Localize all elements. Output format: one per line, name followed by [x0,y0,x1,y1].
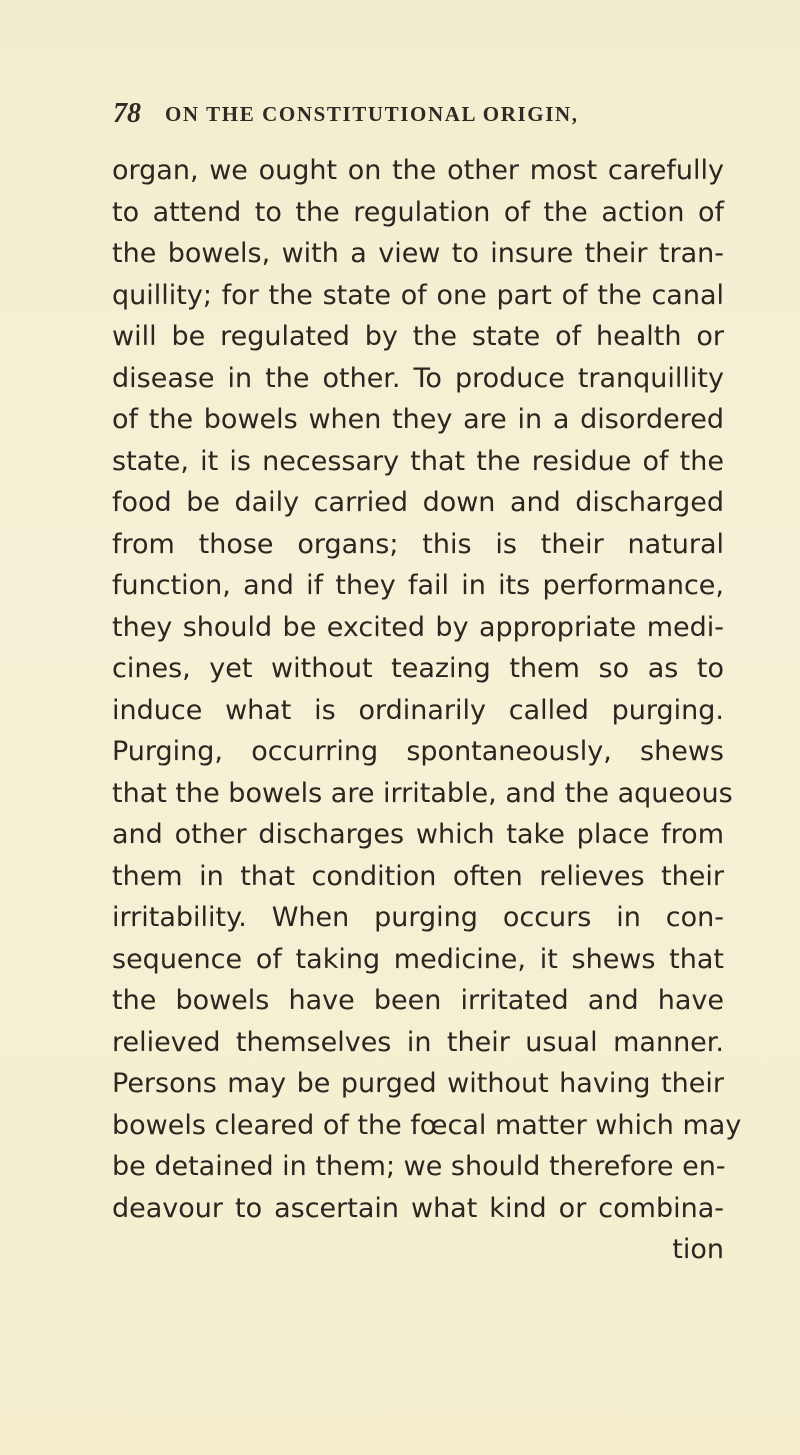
body-text [112,150,742,1271]
text-line: Persons may be purged without having their [112,1068,724,1099]
text-line: cines, yet without teazing them so as to [112,653,724,684]
text-line: food be daily carried down and discharged [112,487,724,518]
catchword: tion [672,1234,724,1265]
page-number: 78 [113,98,141,129]
text-line: that the bowels are irritable, and the aqueous [112,777,733,809]
text-line: from those organs; this is their natural [112,528,724,560]
text-line: induce what is ordinarily called purging. [112,694,724,726]
text-line: to attend to the regulation of the action of [112,196,724,228]
text-line: disease in the other. To produce tranquillity [112,362,724,394]
text-line: be detained in them; we should therefore en- [112,1151,726,1182]
text-line: will be regulated by the state of health or [112,321,724,352]
text-line: irritability. When purging occurs in con- [112,902,724,933]
text-line: the bowels, with a view to insure their tran- [112,238,724,269]
text-line: quillity; for the state of one part of the canal [112,279,724,311]
text-line: Purging, occurring spontaneously, shews [112,736,724,767]
text-line: they should be excited by appropriate medi- [112,611,724,643]
running-title: ON THE CONSTITUTIONAL ORIGIN, [165,102,579,126]
text-line: function, and if they fail in its performance, [112,570,724,601]
text-line: the bowels have been irritated and have [112,985,724,1016]
text-line: bowels cleared of the fœcal matter which may [112,1109,742,1141]
text-line: organ, we ought on the other most carefully [112,155,724,186]
text-line: relieved themselves in their usual manner. [112,1026,724,1058]
text-line: and other discharges which take place from [112,819,724,850]
text-line: deavour to ascertain what kind or combina- [112,1192,724,1224]
text-line: sequence of taking medicine, it shews that [112,943,724,975]
text-line: of the bowels when they are in a disordered [112,404,724,435]
running-head [113,98,753,138]
text-line: state, it is necessary that the residue of the [112,445,724,477]
text-line: them in that condition often relieves their [112,860,724,892]
